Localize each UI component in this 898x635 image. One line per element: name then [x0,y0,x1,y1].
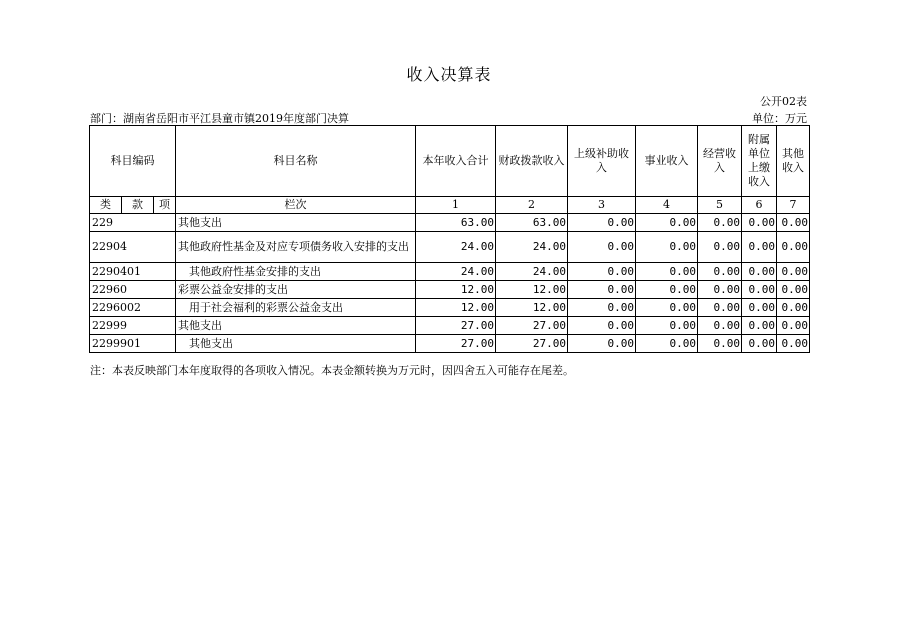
department-label: 部门：湖南省岳阳市平江县童市镇2019年度部门决算 [90,112,349,125]
row-name: 其他支出 [176,317,416,335]
row-value: 0.00 [742,281,777,299]
row-name: 其他支出 [176,335,416,353]
row-code: 22999 [90,317,176,335]
row-name: 用于社会福利的彩票公益金支出 [176,299,416,317]
row-value: 0.00 [777,335,810,353]
row-value: 0.00 [777,232,810,263]
row-value: 0.00 [777,214,810,232]
row-code: 22960 [90,281,176,299]
footnote: 注：本表反映部门本年度取得的各项收入情况。本表金额转换为万元时，因四舍五入可能存在尾差。 [90,364,574,377]
col-num-2: 2 [496,197,568,214]
row-value: 24.00 [416,232,496,263]
col-num-6: 6 [742,197,777,214]
table-row [90,335,810,353]
header-superior: 上级补助收入 [568,126,636,197]
income-table [89,125,810,353]
table-row [90,232,810,263]
row-value: 0.00 [698,335,742,353]
page-title: 收入决算表 [406,65,492,84]
table-row [90,317,810,335]
col-num-3: 3 [568,197,636,214]
row-value: 0.00 [742,214,777,232]
row-value: 0.00 [636,299,698,317]
header-code: 科目编码 [90,126,176,197]
col-num-5: 5 [698,197,742,214]
row-value: 0.00 [636,281,698,299]
row-value: 27.00 [416,335,496,353]
header-business: 事业收入 [636,126,698,197]
header-xiang: 项 [154,197,176,214]
header-row [90,126,810,197]
row-code: 2290401 [90,263,176,281]
row-value: 63.00 [416,214,496,232]
table-row [90,263,810,281]
header-affiliated: 附属单位上缴收入 [742,126,777,197]
row-name: 其他支出 [176,214,416,232]
row-value: 0.00 [568,281,636,299]
row-value: 0.00 [698,232,742,263]
row-code: 229 [90,214,176,232]
row-value: 0.00 [777,317,810,335]
row-value: 0.00 [636,335,698,353]
header-lanci: 栏次 [176,197,416,214]
row-value: 24.00 [496,232,568,263]
header-fiscal: 财政拨款收入 [496,126,568,197]
row-value: 0.00 [698,281,742,299]
row-value: 0.00 [698,263,742,281]
row-value: 0.00 [742,335,777,353]
row-code: 2296002 [90,299,176,317]
header-lei: 类 [90,197,122,214]
row-value: 27.00 [496,335,568,353]
row-value: 0.00 [742,299,777,317]
row-value: 0.00 [568,317,636,335]
row-value: 0.00 [777,299,810,317]
row-value: 0.00 [698,317,742,335]
col-num-4: 4 [636,197,698,214]
row-value: 0.00 [777,281,810,299]
row-value: 0.00 [777,263,810,281]
header-kuan: 款 [122,197,154,214]
row-value: 24.00 [496,263,568,281]
row-value: 24.00 [416,263,496,281]
unit-label: 单位：万元 [752,112,807,125]
col-num-7: 7 [777,197,810,214]
row-value: 12.00 [416,299,496,317]
row-value: 0.00 [568,263,636,281]
row-value: 0.00 [636,232,698,263]
row-name: 彩票公益金安排的支出 [176,281,416,299]
row-value: 27.00 [416,317,496,335]
row-name: 其他政府性基金安排的支出 [176,263,416,281]
row-code: 22904 [90,232,176,263]
row-value: 0.00 [636,317,698,335]
form-number: 公开02表 [760,95,807,108]
row-value: 0.00 [568,232,636,263]
header-total: 本年收入合计 [416,126,496,197]
row-value: 27.00 [496,317,568,335]
table-row [90,214,810,232]
row-value: 0.00 [698,214,742,232]
row-value: 0.00 [742,232,777,263]
table-row [90,299,810,317]
row-name: 其他政府性基金及对应专项债务收入安排的支出 [176,232,416,263]
row-value: 12.00 [416,281,496,299]
index-row [90,197,810,214]
table-row [90,281,810,299]
header-name: 科目名称 [176,126,416,197]
row-value: 0.00 [636,263,698,281]
header-operating: 经营收入 [698,126,742,197]
row-value: 0.00 [568,335,636,353]
row-value: 0.00 [636,214,698,232]
row-value: 0.00 [742,263,777,281]
row-value: 63.00 [496,214,568,232]
header-other: 其他收入 [777,126,810,197]
row-value: 12.00 [496,281,568,299]
row-code: 2299901 [90,335,176,353]
row-value: 0.00 [742,317,777,335]
row-value: 0.00 [568,214,636,232]
row-value: 0.00 [698,299,742,317]
col-num-1: 1 [416,197,496,214]
row-value: 0.00 [568,299,636,317]
row-value: 12.00 [496,299,568,317]
